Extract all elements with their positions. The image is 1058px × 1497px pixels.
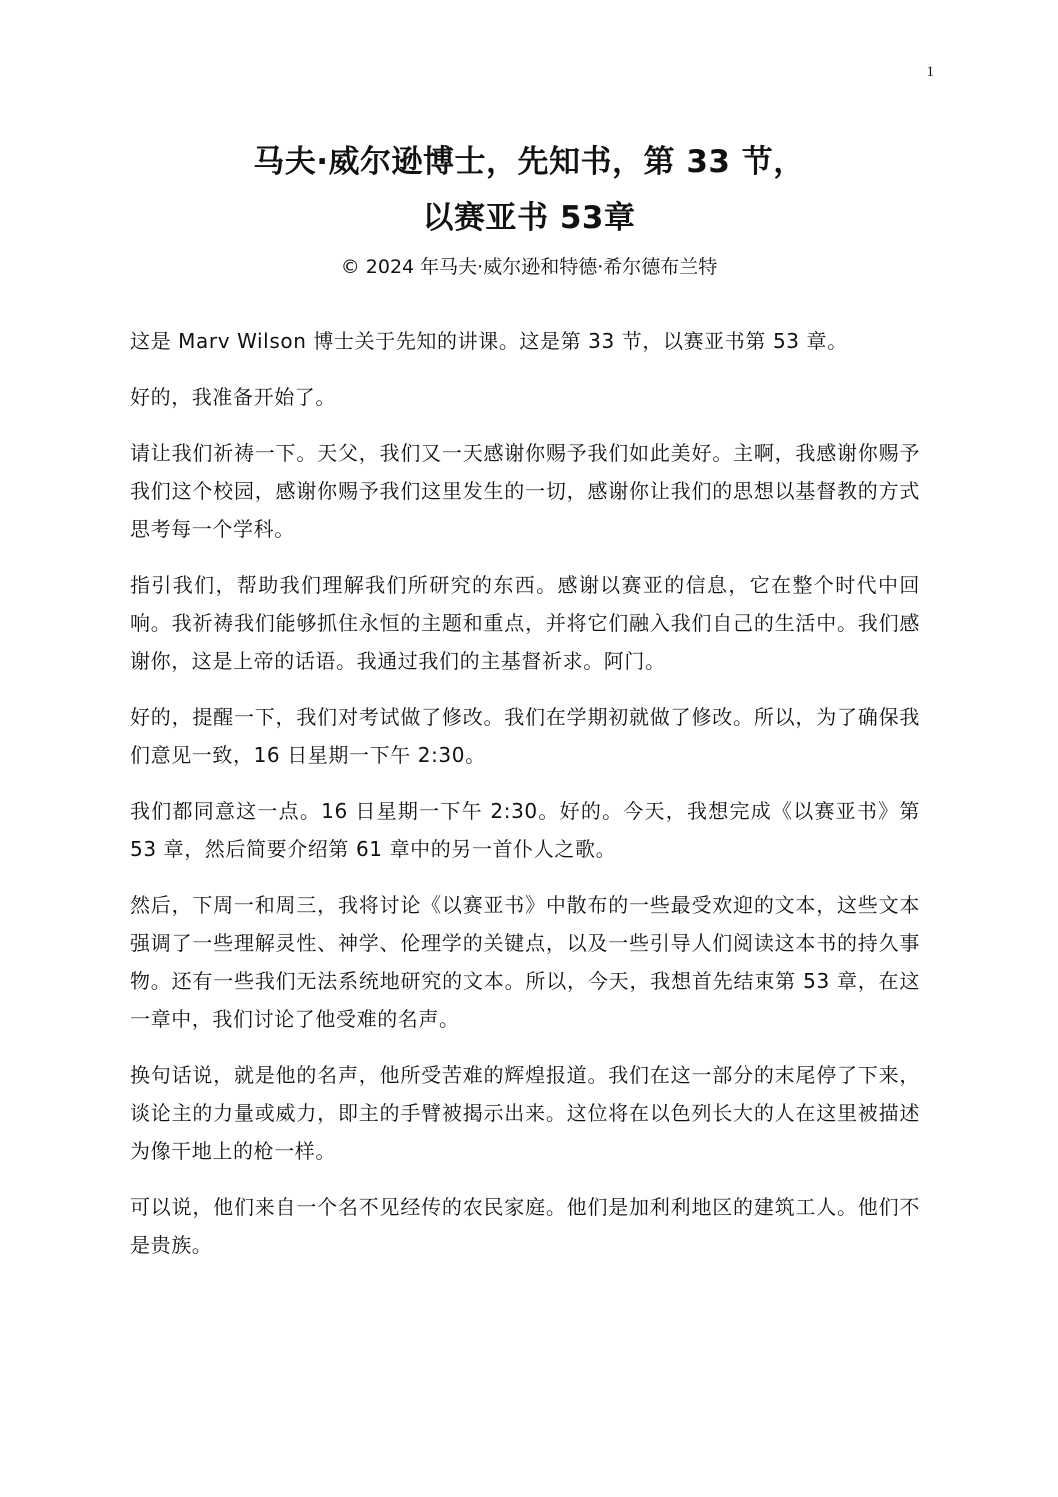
paragraph: 我们都同意这一点。16 日星期一下午 2:30。好的。今天，我想完成《以赛亚书》第 53 章，然后简要介绍第 61 章中的另一首仆人之歌。 [130,799,920,861]
paragraph: 然后，下周一和周三，我将讨论《以赛亚书》中散布的一些最受欢迎的文本，这些文本强调了一些理解灵性、神学、伦理学的关键点，以及一些引导人们阅读这本书的持久事物。还有一些我们无法系统地研究的文本。所以，今天，我想首先结束第 53 章，在这一章中，我们讨论了他受难的名声。 [130,893,920,1031]
paragraph: 换句话说，就是他的名声，他所受苦难的辉煌报道。我们在这一部分的末尾停了下来，谈论主的力量或威力，即主的手臂被揭示出来。这位将在以色列长大的人在这里被描述为像干地上的枪一样。 [130,1063,920,1163]
body-text [130,322,920,1282]
page-number: 1 [926,64,934,80]
title-block [0,134,1058,282]
copyright-notice: © 2024 年马夫·威尔逊和特德·希尔德布兰特 [340,256,718,278]
paragraph: 这是 Marv Wilson 博士关于先知的讲课。这是第 33 节，以赛亚书第 53 章。 [130,329,848,353]
paragraph: 请让我们祈祷一下。天父，我们又一天感谢你赐予我们如此美好。主啊，我感谢你赐予我们这个校园，感谢你赐予我们这里发生的一切，感谢你让我们的思想以基督教的方式思考每一个学科。 [130,441,920,541]
paragraph: 好的，提醒一下，我们对考试做了修改。我们在学期初就做了修改。所以，为了确保我们意见一致，16 日星期一下午 2:30。 [130,705,920,767]
paragraph: 可以说，他们来自一个名不见经传的农民家庭。他们是加利利地区的建筑工人。他们不是贵族。 [130,1195,920,1257]
document-title-line-1: 马夫·威尔逊博士，先知书，第 33 节， [253,144,805,180]
paragraph: 指引我们，帮助我们理解我们所研究的东西。感谢以赛亚的信息，它在整个时代中回响。我祈祷我们能够抓住永恒的主题和重点，并将它们融入我们自己的生活中。我们感谢你，这是上帝的话语。我通过我们的主基督祈求。阿门。 [130,573,920,673]
document-title-line-2: 以赛亚书 53章 [422,200,636,236]
paragraph: 好的，我准备开始了。 [130,385,336,409]
